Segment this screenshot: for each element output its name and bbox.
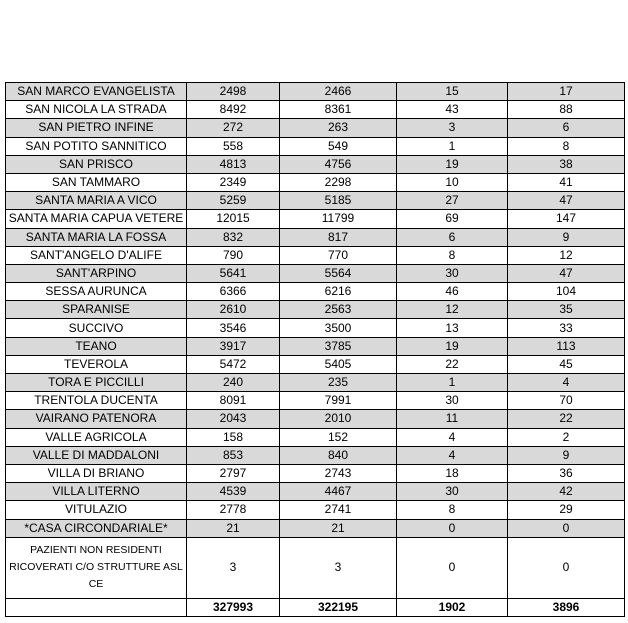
value-cell: 2778 <box>187 501 280 519</box>
value-cell: 18 <box>397 464 508 482</box>
table-row <box>6 228 625 246</box>
value-cell: 22 <box>508 410 625 428</box>
value-cell: 147 <box>508 210 625 228</box>
value-cell: 2349 <box>187 173 280 191</box>
value-cell: 7991 <box>280 392 397 410</box>
municipality-cell: VALLE AGRICOLA <box>6 428 187 446</box>
value-cell: 3 <box>187 537 280 598</box>
municipality-cell: *CASA CIRCONDARIALE* <box>6 519 187 537</box>
value-cell: 29 <box>508 501 625 519</box>
value-cell: 11799 <box>280 210 397 228</box>
value-cell: 6216 <box>280 283 397 301</box>
value-cell: 8 <box>508 137 625 155</box>
value-cell: 30 <box>397 264 508 282</box>
value-cell: 2466 <box>280 83 397 101</box>
value-cell: 38 <box>508 155 625 173</box>
value-cell: 4813 <box>187 155 280 173</box>
value-cell: 8 <box>397 501 508 519</box>
value-cell: 15 <box>397 83 508 101</box>
value-cell: 240 <box>187 374 280 392</box>
municipality-cell: SUCCIVO <box>6 319 187 337</box>
table-row <box>6 446 625 464</box>
value-cell: 46 <box>397 283 508 301</box>
value-cell: 47 <box>508 192 625 210</box>
value-cell: 2010 <box>280 410 397 428</box>
value-cell: 3 <box>397 119 508 137</box>
table-row <box>6 483 625 501</box>
value-cell: 11 <box>397 410 508 428</box>
value-cell: 27 <box>397 192 508 210</box>
value-cell: 6 <box>508 119 625 137</box>
municipality-cell: SAN NICOLA LA STRADA <box>6 101 187 119</box>
value-cell: 1 <box>397 374 508 392</box>
value-cell: 17 <box>508 83 625 101</box>
value-cell: 4 <box>397 446 508 464</box>
value-cell: 2298 <box>280 173 397 191</box>
total-cell <box>6 598 187 616</box>
value-cell: 0 <box>397 519 508 537</box>
value-cell: 5564 <box>280 264 397 282</box>
table-row <box>6 501 625 519</box>
table-row <box>6 137 625 155</box>
value-cell: 12015 <box>187 210 280 228</box>
value-cell: 9 <box>508 228 625 246</box>
table-row <box>6 410 625 428</box>
totals-row <box>6 598 625 616</box>
municipality-cell: SANTA MARIA LA FOSSA <box>6 228 187 246</box>
municipality-cell: SANTA MARIA CAPUA VETERE <box>6 210 187 228</box>
value-cell: 113 <box>508 337 625 355</box>
value-cell: 12 <box>508 246 625 264</box>
value-cell: 3 <box>280 537 397 598</box>
table-row <box>6 519 625 537</box>
value-cell: 2498 <box>187 83 280 101</box>
value-cell: 8091 <box>187 392 280 410</box>
table-row <box>6 428 625 446</box>
value-cell: 0 <box>508 519 625 537</box>
total-cell: 3896 <box>508 598 625 616</box>
value-cell: 45 <box>508 355 625 373</box>
value-cell: 4 <box>508 374 625 392</box>
value-cell: 263 <box>280 119 397 137</box>
value-cell: 41 <box>508 173 625 191</box>
value-cell: 10 <box>397 173 508 191</box>
value-cell: 6366 <box>187 283 280 301</box>
value-cell: 19 <box>397 337 508 355</box>
table-row <box>6 246 625 264</box>
table-row <box>6 210 625 228</box>
table-row <box>6 337 625 355</box>
municipality-cell: VILLA LITERNO <box>6 483 187 501</box>
value-cell: 4467 <box>280 483 397 501</box>
table-row <box>6 119 625 137</box>
value-cell: 35 <box>508 301 625 319</box>
table-row <box>6 301 625 319</box>
value-cell: 2741 <box>280 501 397 519</box>
table-row <box>6 464 625 482</box>
value-cell: 5641 <box>187 264 280 282</box>
value-cell: 4756 <box>280 155 397 173</box>
value-cell: 36 <box>508 464 625 482</box>
value-cell: 3546 <box>187 319 280 337</box>
table-row <box>6 155 625 173</box>
value-cell: 158 <box>187 428 280 446</box>
total-cell: 327993 <box>187 598 280 616</box>
value-cell: 21 <box>280 519 397 537</box>
municipality-table <box>5 82 625 617</box>
value-cell: 2610 <box>187 301 280 319</box>
table-body <box>6 83 625 617</box>
value-cell: 4 <box>397 428 508 446</box>
value-cell: 5472 <box>187 355 280 373</box>
value-cell: 0 <box>508 537 625 598</box>
table-row <box>6 319 625 337</box>
value-cell: 8 <box>397 246 508 264</box>
municipality-cell: SANT'ANGELO D'ALIFE <box>6 246 187 264</box>
municipality-cell: SAN POTITO SANNITICO <box>6 137 187 155</box>
value-cell: 22 <box>397 355 508 373</box>
value-cell: 13 <box>397 319 508 337</box>
value-cell: 70 <box>508 392 625 410</box>
table-row <box>6 173 625 191</box>
value-cell: 4539 <box>187 483 280 501</box>
value-cell: 5405 <box>280 355 397 373</box>
table-row <box>6 537 625 598</box>
value-cell: 12 <box>397 301 508 319</box>
municipality-cell: SAN PRISCO <box>6 155 187 173</box>
value-cell: 43 <box>397 101 508 119</box>
value-cell: 549 <box>280 137 397 155</box>
table-row <box>6 264 625 282</box>
value-cell: 0 <box>397 537 508 598</box>
value-cell: 69 <box>397 210 508 228</box>
municipality-cell: TEVEROLA <box>6 355 187 373</box>
total-cell: 1902 <box>397 598 508 616</box>
value-cell: 3785 <box>280 337 397 355</box>
value-cell: 2043 <box>187 410 280 428</box>
municipality-cell: SPARANISE <box>6 301 187 319</box>
value-cell: 5185 <box>280 192 397 210</box>
municipality-cell: TORA E PICCILLI <box>6 374 187 392</box>
table-row <box>6 283 625 301</box>
value-cell: 33 <box>508 319 625 337</box>
value-cell: 558 <box>187 137 280 155</box>
municipality-cell: SAN MARCO EVANGELISTA <box>6 83 187 101</box>
value-cell: 5259 <box>187 192 280 210</box>
value-cell: 30 <box>397 483 508 501</box>
total-cell: 322195 <box>280 598 397 616</box>
value-cell: 2 <box>508 428 625 446</box>
value-cell: 1 <box>397 137 508 155</box>
value-cell: 47 <box>508 264 625 282</box>
value-cell: 42 <box>508 483 625 501</box>
municipality-cell: VILLA DI BRIANO <box>6 464 187 482</box>
value-cell: 104 <box>508 283 625 301</box>
value-cell: 30 <box>397 392 508 410</box>
value-cell: 817 <box>280 228 397 246</box>
value-cell: 8492 <box>187 101 280 119</box>
value-cell: 853 <box>187 446 280 464</box>
value-cell: 770 <box>280 246 397 264</box>
municipality-cell: VALLE DI MADDALONI <box>6 446 187 464</box>
value-cell: 2563 <box>280 301 397 319</box>
municipality-cell: VAIRANO PATENORA <box>6 410 187 428</box>
value-cell: 2797 <box>187 464 280 482</box>
municipality-cell: SANT'ARPINO <box>6 264 187 282</box>
municipality-cell: PAZIENTI NON RESIDENTI RICOVERATI C/O STRUTTURE ASL CE <box>6 537 187 598</box>
municipality-cell: SAN PIETRO INFINE <box>6 119 187 137</box>
value-cell: 832 <box>187 228 280 246</box>
table-row <box>6 392 625 410</box>
value-cell: 21 <box>187 519 280 537</box>
municipality-cell: SESSA AURUNCA <box>6 283 187 301</box>
value-cell: 3917 <box>187 337 280 355</box>
value-cell: 9 <box>508 446 625 464</box>
table-row <box>6 83 625 101</box>
value-cell: 3500 <box>280 319 397 337</box>
value-cell: 790 <box>187 246 280 264</box>
value-cell: 19 <box>397 155 508 173</box>
value-cell: 6 <box>397 228 508 246</box>
municipality-cell: VITULAZIO <box>6 501 187 519</box>
value-cell: 2743 <box>280 464 397 482</box>
table-row <box>6 101 625 119</box>
municipality-cell: TEANO <box>6 337 187 355</box>
value-cell: 8361 <box>280 101 397 119</box>
value-cell: 272 <box>187 119 280 137</box>
municipality-cell: SAN TAMMARO <box>6 173 187 191</box>
table-row <box>6 355 625 373</box>
value-cell: 88 <box>508 101 625 119</box>
municipality-cell: SANTA MARIA A VICO <box>6 192 187 210</box>
table-row <box>6 192 625 210</box>
value-cell: 152 <box>280 428 397 446</box>
municipality-cell: TRENTOLA DUCENTA <box>6 392 187 410</box>
table-row <box>6 374 625 392</box>
value-cell: 840 <box>280 446 397 464</box>
value-cell: 235 <box>280 374 397 392</box>
